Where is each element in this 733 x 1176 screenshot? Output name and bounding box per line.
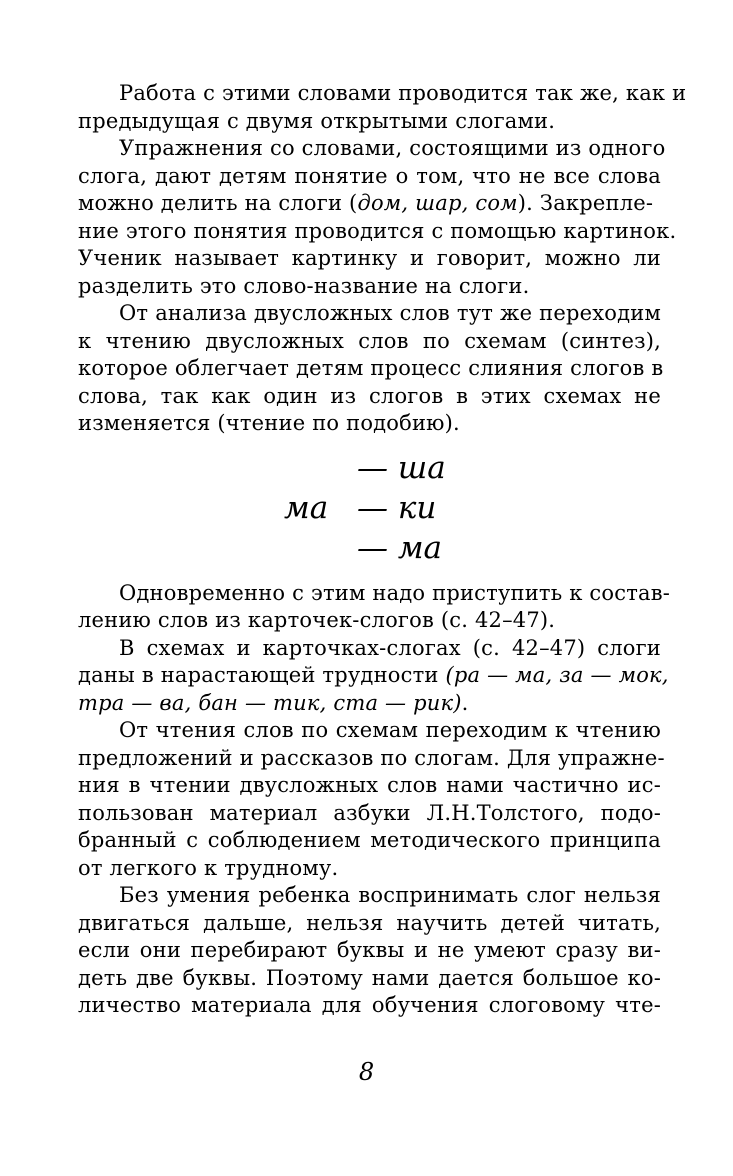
text-line-with-examples: [78, 689, 469, 717]
text-line: бранный с соблюдением методического принципа: [78, 828, 661, 852]
text-line: Ученик называет картинку и говорит, можно ли: [78, 246, 661, 270]
text-line: изменяется (чтение по подобию).: [78, 411, 460, 435]
text-line-with-examples: [78, 661, 669, 689]
scheme-base-syllable: ма: [284, 490, 329, 526]
text-line: предложений и рассказов по слогам. Для упражне-: [78, 746, 665, 770]
text-line: пользован материал азбуки Л.Н.Толстого, подо-: [78, 801, 661, 825]
text-line: двигаться дальше, нельзя научить детей читать,: [78, 911, 661, 935]
examples-italic: тра — ва, бан — тик, ста — рик): [78, 691, 462, 715]
text-line: Одновременно с этим надо приступить к состав-: [119, 581, 671, 605]
text-line: Без умения ребенка воспринимать слог нельзя: [119, 883, 661, 907]
text-fragment: .: [461, 691, 469, 715]
text-line: лению слов из карточек-слогов (с. 42–47).: [78, 608, 556, 632]
text-fragment: ). Закрепле-: [517, 191, 654, 215]
examples-italic: дом, шар, сом: [357, 191, 518, 215]
text-line: ния в чтении двусложных слов нами частично ис-: [78, 773, 661, 797]
scheme-ending: — ша: [357, 450, 446, 486]
text-line: От чтения слов по схемам переходим к чтению: [119, 718, 661, 742]
text-line: Работа с этими словами проводится так же, как и: [119, 81, 687, 105]
text-line: От анализа двусложных слов тут же переходим: [119, 301, 661, 325]
text-fragment: можно делить на слоги (: [78, 191, 358, 215]
examples-italic: (ра — ма, за — мок,: [445, 663, 669, 687]
text-line: от легкого к трудному.: [78, 856, 339, 880]
scheme-ending: — ки: [357, 490, 437, 526]
page-number: 8: [358, 1058, 375, 1086]
scheme-ending: — ма: [357, 530, 443, 566]
text-line: слога, дают детям понятие о том, что не все слова: [78, 164, 661, 188]
text-line-with-examples: [78, 189, 661, 217]
text-line: деть две буквы. Поэтому нами дается большое ко-: [78, 966, 661, 990]
text-line: предыдущая с двумя открытыми слогами.: [78, 109, 556, 133]
text-line: к чтению двусложных слов по схемам (синтез),: [78, 329, 661, 353]
text-line: Упражнения со словами, состоящими из одного: [119, 136, 666, 160]
text-line: ние этого понятия проводится с помощью картинок.: [78, 219, 677, 243]
text-line: если они перебирают буквы и не умеют сразу ви-: [78, 938, 661, 962]
text-line: которое облегчает детям процесс слияния слогов в: [78, 356, 664, 380]
text-line: слова, так как один из слогов в этих схемах не: [78, 384, 661, 408]
text-line: В схемах и карточках-слогах (с. 42–47) слоги: [119, 636, 661, 660]
text-line: личество материала для обучения слоговому чте-: [78, 993, 661, 1017]
text-line: разделить это слово-название на слоги.: [78, 274, 530, 298]
text-fragment: даны в нарастающей трудности: [78, 663, 446, 687]
